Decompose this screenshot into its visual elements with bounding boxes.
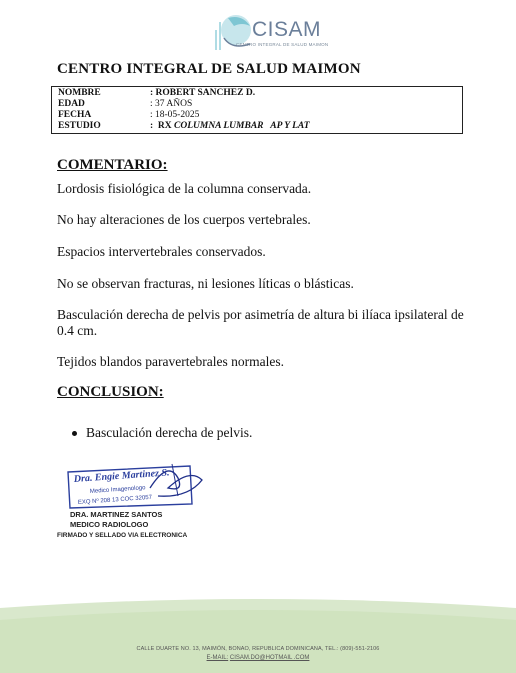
footer-address: CALLE DUARTE NO. 13, MAIMÓN, BONAO, REPUBLICA DOMINICANA, TEL.: (809)-551-2106	[136, 646, 380, 652]
signature-note: FIRMADO Y SELLADO VIA ELECTRONICA	[57, 532, 188, 539]
signer-role: MEDICO RADIOLOGO	[70, 520, 149, 529]
row-estudio	[58, 121, 310, 132]
row-value: : ROBERT SANCHEZ D.	[150, 88, 256, 98]
row-value: : 37 AÑOS	[150, 99, 193, 109]
comentario-paragraph: Lordosis fisiológica de la columna conservada.	[57, 181, 312, 196]
row-label: NOMBRE	[58, 88, 101, 98]
comentario-paragraph: Espacios intervertebrales conservados.	[57, 244, 266, 259]
comentario-paragraph: Basculación derecha de pelvis por asimetría de altura bi ilíaca ipsilateral de 0.4 cm.	[57, 307, 464, 338]
patient-info-box	[51, 86, 463, 134]
stamp-line: Medico Imagenologo	[89, 485, 146, 495]
conclusion-heading: CONCLUSION:	[57, 384, 164, 400]
comentario-paragraph: No hay alteraciones de los cuerpos vertebrales.	[57, 212, 311, 227]
row-edad	[58, 99, 192, 110]
row-nombre	[58, 88, 255, 99]
comentario-paragraph: Tejidos blandos paravertebrales normales.	[57, 354, 284, 369]
row-label: ESTUDIO	[58, 121, 101, 131]
signature-stamp	[60, 458, 210, 514]
bullet-icon	[72, 431, 77, 436]
email-link[interactable]: CISAM.DO@HOTMAIL .COM	[229, 655, 310, 661]
row-label: EDAD	[58, 99, 85, 109]
email-label: E-MAIL:	[206, 655, 229, 661]
logo-subtitle: CENTRO INTEGRAL DE SALUD MAIMON	[236, 42, 329, 47]
comentario-heading: COMENTARIO:	[57, 157, 168, 173]
conclusion-item: Basculación derecha de pelvis.	[86, 425, 253, 440]
row-value-prefix: : RX	[150, 121, 175, 131]
stamp-line: Dra. Engie Martinez S.	[73, 467, 170, 485]
row-label: FECHA	[58, 110, 92, 120]
footer-email-line	[0, 655, 516, 661]
stamp-line: EXQ Nº 208 13 COC 32057	[77, 494, 153, 506]
logo-name: CISAM	[252, 18, 322, 41]
row-value: : 18-05-2025	[150, 110, 200, 120]
signer-name: DRA. MARTINEZ SANTOS	[70, 510, 163, 519]
comentario-paragraph: No se observan fracturas, ni lesiones líticas o blásticas.	[57, 276, 354, 291]
row-fecha	[58, 110, 199, 121]
page-title: CENTRO INTEGRAL DE SALUD MAIMON	[57, 61, 361, 77]
row-value-study: COLUMNA LUMBAR AP Y LAT	[174, 121, 310, 131]
